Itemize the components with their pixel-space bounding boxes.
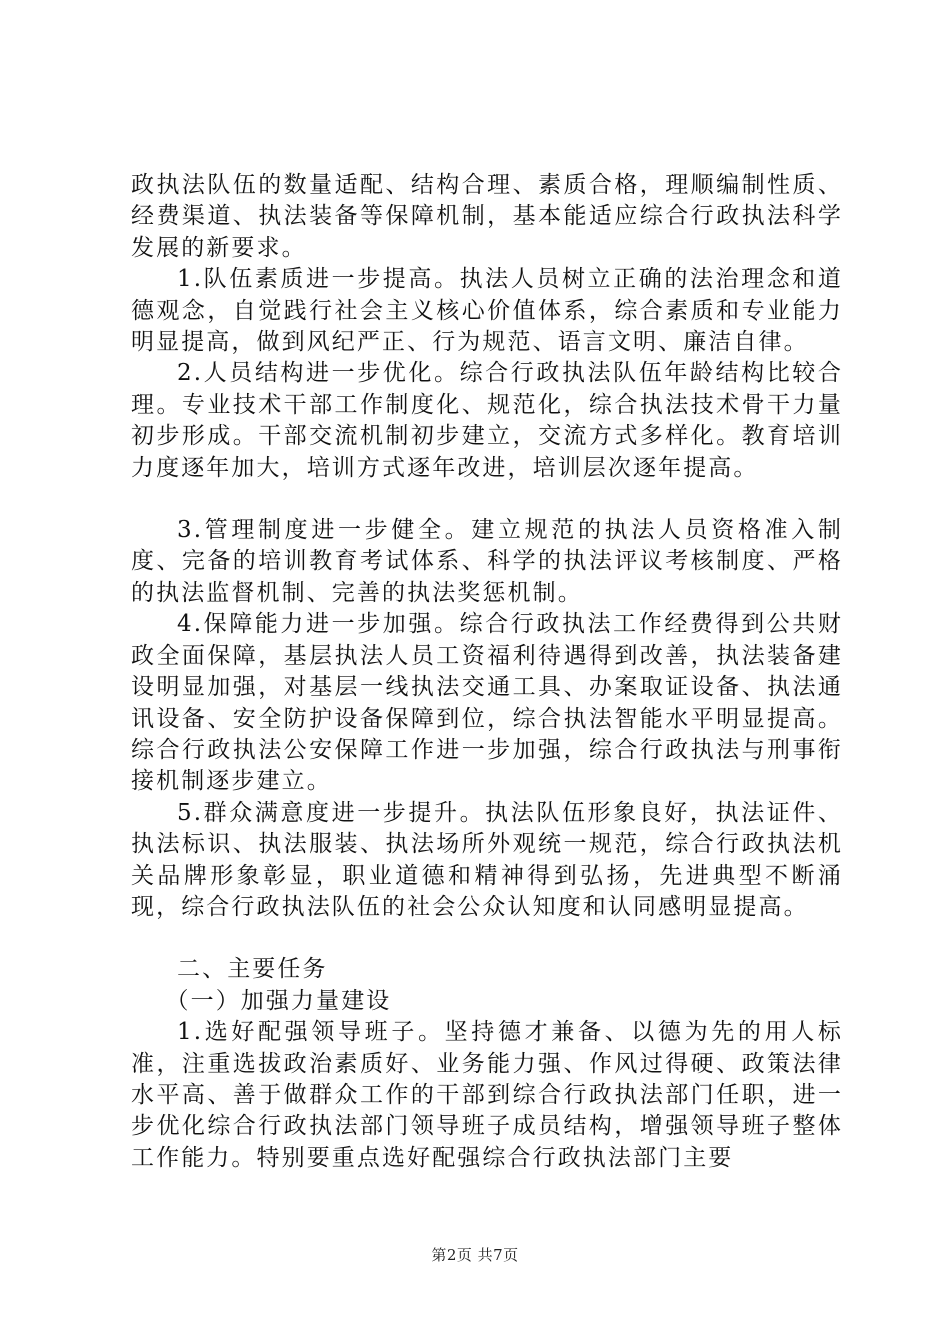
subsection-heading: （一）加强力量建设 — [165, 987, 392, 1014]
paragraph-item-3: 3.管理制度进一步健全。建立规范的执法人员资格准入制度、完备的培训教育考试体系、科学的执法评议考核制度、严格的执法监督机制、完善的执法奖惩机制。 — [131, 517, 843, 606]
paragraph-item-4: 4.保障能力进一步加强。综合行政执法工作经费得到公共财政全面保障，基层执法人员工资福利待遇得到改善，执法装备建设明显加强，对基层一线执法交通工具、办案取证设备、执法通讯设备、安全防护设备保障到位，综合执法智能水平明显提高。综合行政执法公安保障工作进一步加强，综合行政执法与刑事衔接机制逐步建立。 — [131, 611, 843, 795]
document-body — [131, 170, 843, 1174]
paragraph-continuation: 政执法队伍的数量适配、结构合理、素质合格，理顺编制性质、经费渠道、执法装备等保障机制，基本能适应综合行政执法科学发展的新要求。 — [131, 172, 843, 261]
section-heading: 二、主要任务 — [177, 956, 328, 983]
paragraph-item-1: 1.队伍素质进一步提高。执法人员树立正确的法治理念和道德观念，自觉践行社会主义核心价值体系，综合素质和专业能力明显提高，做到风纪严正、行为规范、语言文明、廉洁自律。 — [131, 266, 843, 356]
paragraph-task-1: 1.选好配强领导班子。坚持德才兼备、以德为先的用人标准，注重选拔政治素质好、业务能力强、作风过得硬、政策法律水平高、善于做群众工作的干部到综合行政执法部门任职，进一步优化综合行政执法部门领导班子成员结构，增强领导班子整体工作能力。特别要重点选好配强综合行政执法部门主要 — [131, 1019, 843, 1171]
page-number-footer: 第2页 共7页 — [431, 1246, 519, 1264]
paragraph-item-5: 5.群众满意度进一步提升。执法队伍形象良好，执法证件、执法标识、执法服装、执法场所外观统一规范，综合行政执法机关品牌形象彰显，职业道德和精神得到弘扬，先进典型不断涌现，综合行政执法队伍的社会公众认知度和认同感明显提高。 — [131, 799, 843, 920]
paragraph-item-2: 2.人员结构进一步优化。综合行政执法队伍年龄结构比较合理。专业技术干部工作制度化、规范化，综合执法技术骨干力量初步形成。干部交流机制初步建立，交流方式多样化。教育培训力度逐年加大，培训方式逐年改进，培训层次逐年提高。 — [131, 360, 843, 481]
